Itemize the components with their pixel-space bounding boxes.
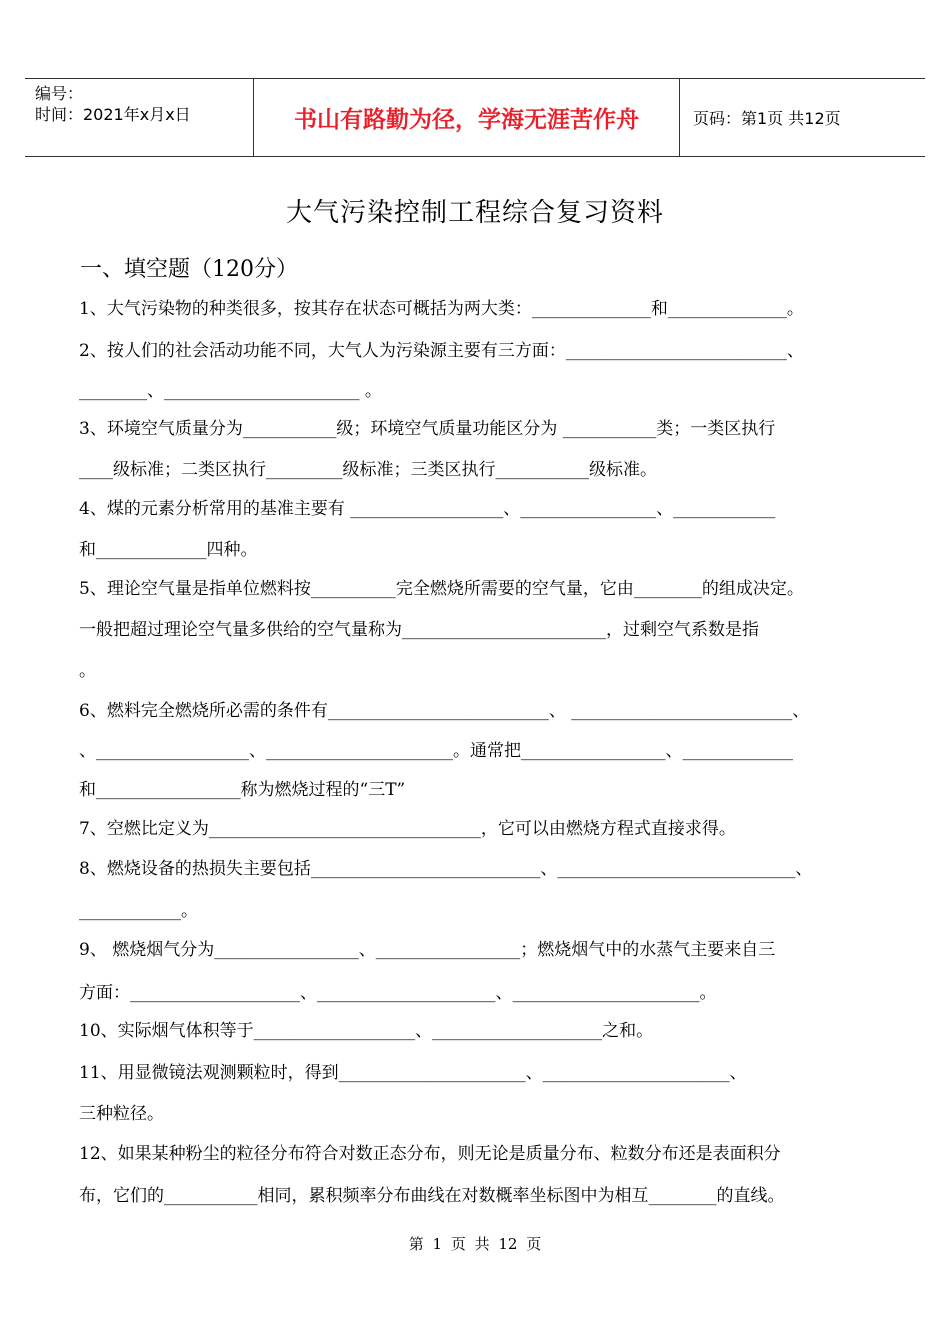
question-line: ________、_______________________ 。 — [79, 381, 382, 401]
question-line: 9、 燃烧烟气分为_________________、_________________；燃烧烟气中的水蒸气主要来自三 — [79, 940, 776, 960]
document-time-label: 时间：2021年x月x日 — [35, 105, 191, 124]
question-line: 7、空燃比定义为________________________________，它可以由燃烧方程式直接求得。 — [79, 819, 736, 839]
question-line: 10、实际烟气体积等于___________________、____________________之和。 — [79, 1021, 654, 1041]
page-header — [25, 78, 925, 157]
question-line: 3、环境空气质量分为___________级；环境空气质量功能区分为 ___________类；一类区执行 — [79, 419, 776, 439]
question-line: 8、燃烧设备的热损失主要包括___________________________、____________________________、 — [79, 859, 813, 879]
question-line: 2、按人们的社会活动功能不同，大气人为污染源主要有三方面：__________________________、 — [79, 341, 804, 361]
question-line: 布，它们的___________相同，累积频率分布曲线在对数概率坐标图中为相互________的直线。 — [79, 1186, 785, 1206]
header-page-info: 页码：第1页 共12页 — [693, 109, 841, 128]
document-title: 大气污染控制工程综合复习资料 — [285, 198, 664, 228]
question-line: 和_____________四种。 — [79, 540, 258, 560]
document-number-label: 编号： — [35, 84, 84, 103]
header-divider — [679, 79, 680, 156]
question-line: 4、煤的元素分析常用的基准主要有 __________________、________________、____________ — [79, 499, 776, 519]
page-footer: 第 1 页 共 12 页 — [408, 1235, 542, 1253]
header-motto: 书山有路勤为径，学海无涯苦作舟 — [294, 107, 639, 133]
question-line: ____级标准；二类区执行_________级标准；三类区执行___________级标准。 — [79, 460, 657, 480]
question-line: 一般把超过理论空气量多供给的空气量称为________________________，过剩空气系数是指 — [79, 620, 759, 640]
question-line: 、__________________、______________________。通常把_________________、_____________ — [79, 741, 793, 761]
section-heading: 一、填空题（120分） — [80, 257, 298, 282]
question-line: 和_________________称为燃烧过程的“三T” — [79, 780, 406, 800]
question-line: 12、如果某种粉尘的粒径分布符合对数正态分布，则无论是质量分布、粒数分布还是表面积分 — [79, 1144, 781, 1164]
header-meta — [35, 83, 255, 125]
question-line: 方面：____________________、_____________________、______________________。 — [79, 983, 717, 1003]
question-line: 5、理论空气量是指单位燃料按__________完全燃烧所需要的空气量，它由________的组成决定。 — [79, 579, 804, 599]
question-line: 三种粒径。 — [79, 1104, 164, 1124]
question-line: 6、燃料完全燃烧所必需的条件有__________________________、 __________________________、 — [79, 701, 810, 721]
question-line: ____________。 — [79, 901, 198, 921]
question-line: 1、大气污染物的种类很多，按其存在状态可概括为两大类：______________和______________。 — [79, 299, 804, 319]
question-line: 。 — [79, 661, 96, 681]
question-line: 11、用显微镜法观测颗粒时，得到______________________、______________________、 — [79, 1063, 747, 1083]
